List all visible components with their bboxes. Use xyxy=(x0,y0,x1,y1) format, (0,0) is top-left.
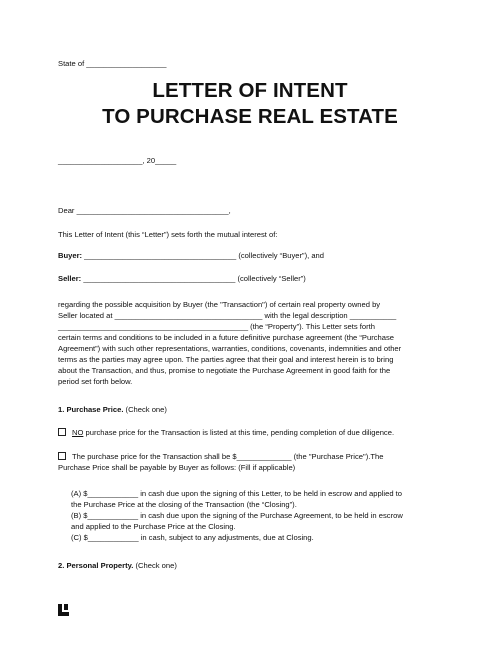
price-option-none xyxy=(58,427,442,438)
intent-paragraph xyxy=(58,299,442,387)
section-2-note: (Check one) xyxy=(133,561,177,570)
date-line: ____________________, 20_____ xyxy=(58,156,177,165)
payment-schedule xyxy=(71,488,442,543)
buyer-label: Buyer: xyxy=(58,251,83,260)
seller-line xyxy=(58,273,442,284)
section-1-note: (Check one) xyxy=(123,405,167,414)
salutation: Dear ____________________________________, xyxy=(58,206,231,215)
buyer-text: ____________________________________ (collectively “Buyer”), and xyxy=(82,251,324,260)
paragraph-line: certain terms and conditions to be included in a future definitive purchase agreement (the “Purchase xyxy=(58,333,395,342)
option-no-word: NO xyxy=(72,428,84,437)
checkbox[interactable] xyxy=(58,428,66,436)
section-1-title: 1. Purchase Price. xyxy=(58,405,124,414)
price-option-amount xyxy=(58,451,442,473)
payment-line: (A) $____________ in cash due upon the signing of this Letter, to be held in escrow and applied to xyxy=(71,489,402,498)
title-line-2: TO PURCHASE REAL ESTATE xyxy=(102,105,398,128)
option-amount-line-2: Purchase Price shall be payable by Buyer as follows: (Fill if applicable) xyxy=(58,463,296,472)
paragraph-line: regarding the possible acquisition by Buyer (the "Transaction") of certain real property owned by xyxy=(58,300,381,309)
seller-label: Seller: xyxy=(58,274,82,283)
option-none-text: purchase price for the Transaction is listed at this time, pending completion of due diligence. xyxy=(83,428,395,437)
section-2-title: 2. Personal Property. xyxy=(58,561,134,570)
section-2-heading xyxy=(58,560,442,571)
payment-line: the Purchase Price at the closing of the Transaction (the “Closing”). xyxy=(71,500,297,509)
buyer-line xyxy=(58,250,442,261)
option-amount-line xyxy=(58,451,442,462)
title-line-1: LETTER OF INTENT xyxy=(152,79,348,102)
paragraph-line: Agreement”) with such other representations, warranties, conditions, covenants, indemnities and other xyxy=(58,344,402,353)
paragraph-line: terms as the parties may agree upon. The parties agree that their goal and interest herein is to bring xyxy=(58,355,394,364)
payment-line: (B) $____________ in cash due upon the signing of the Purchase Agreement, to be held in escrow xyxy=(71,511,403,520)
option-amount-text: The purchase price for the Transaction shall be $_____________ (the "Purchase Price").The xyxy=(72,452,384,461)
payment-line: (C) $____________ in cash, subject to any adjustments, due at Closing. xyxy=(71,533,314,542)
paragraph-line: _____________________________________________ (the “Property”). This Letter sets forth xyxy=(58,322,375,331)
paragraph-line: Seller located at ___________________________________ with the legal description ___________ xyxy=(58,311,397,320)
checkbox[interactable] xyxy=(58,452,66,460)
intro-text: This Letter of Intent (this “Letter”) sets forth the mutual interest of: xyxy=(58,230,278,239)
payment-line: and applied to the Purchase Price at the Closing. xyxy=(71,522,236,531)
paragraph-line: period set forth below. xyxy=(58,377,133,386)
paragraph-line: about the Transaction, and thus, promise to negotiate the Purchase Agreement in good faith for the xyxy=(58,366,391,375)
section-1-heading xyxy=(58,404,442,415)
state-line: State of ___________________ xyxy=(58,59,167,68)
document-logo-icon xyxy=(58,604,69,619)
seller-text: ____________________________________ (collectively “Seller”) xyxy=(81,274,306,283)
